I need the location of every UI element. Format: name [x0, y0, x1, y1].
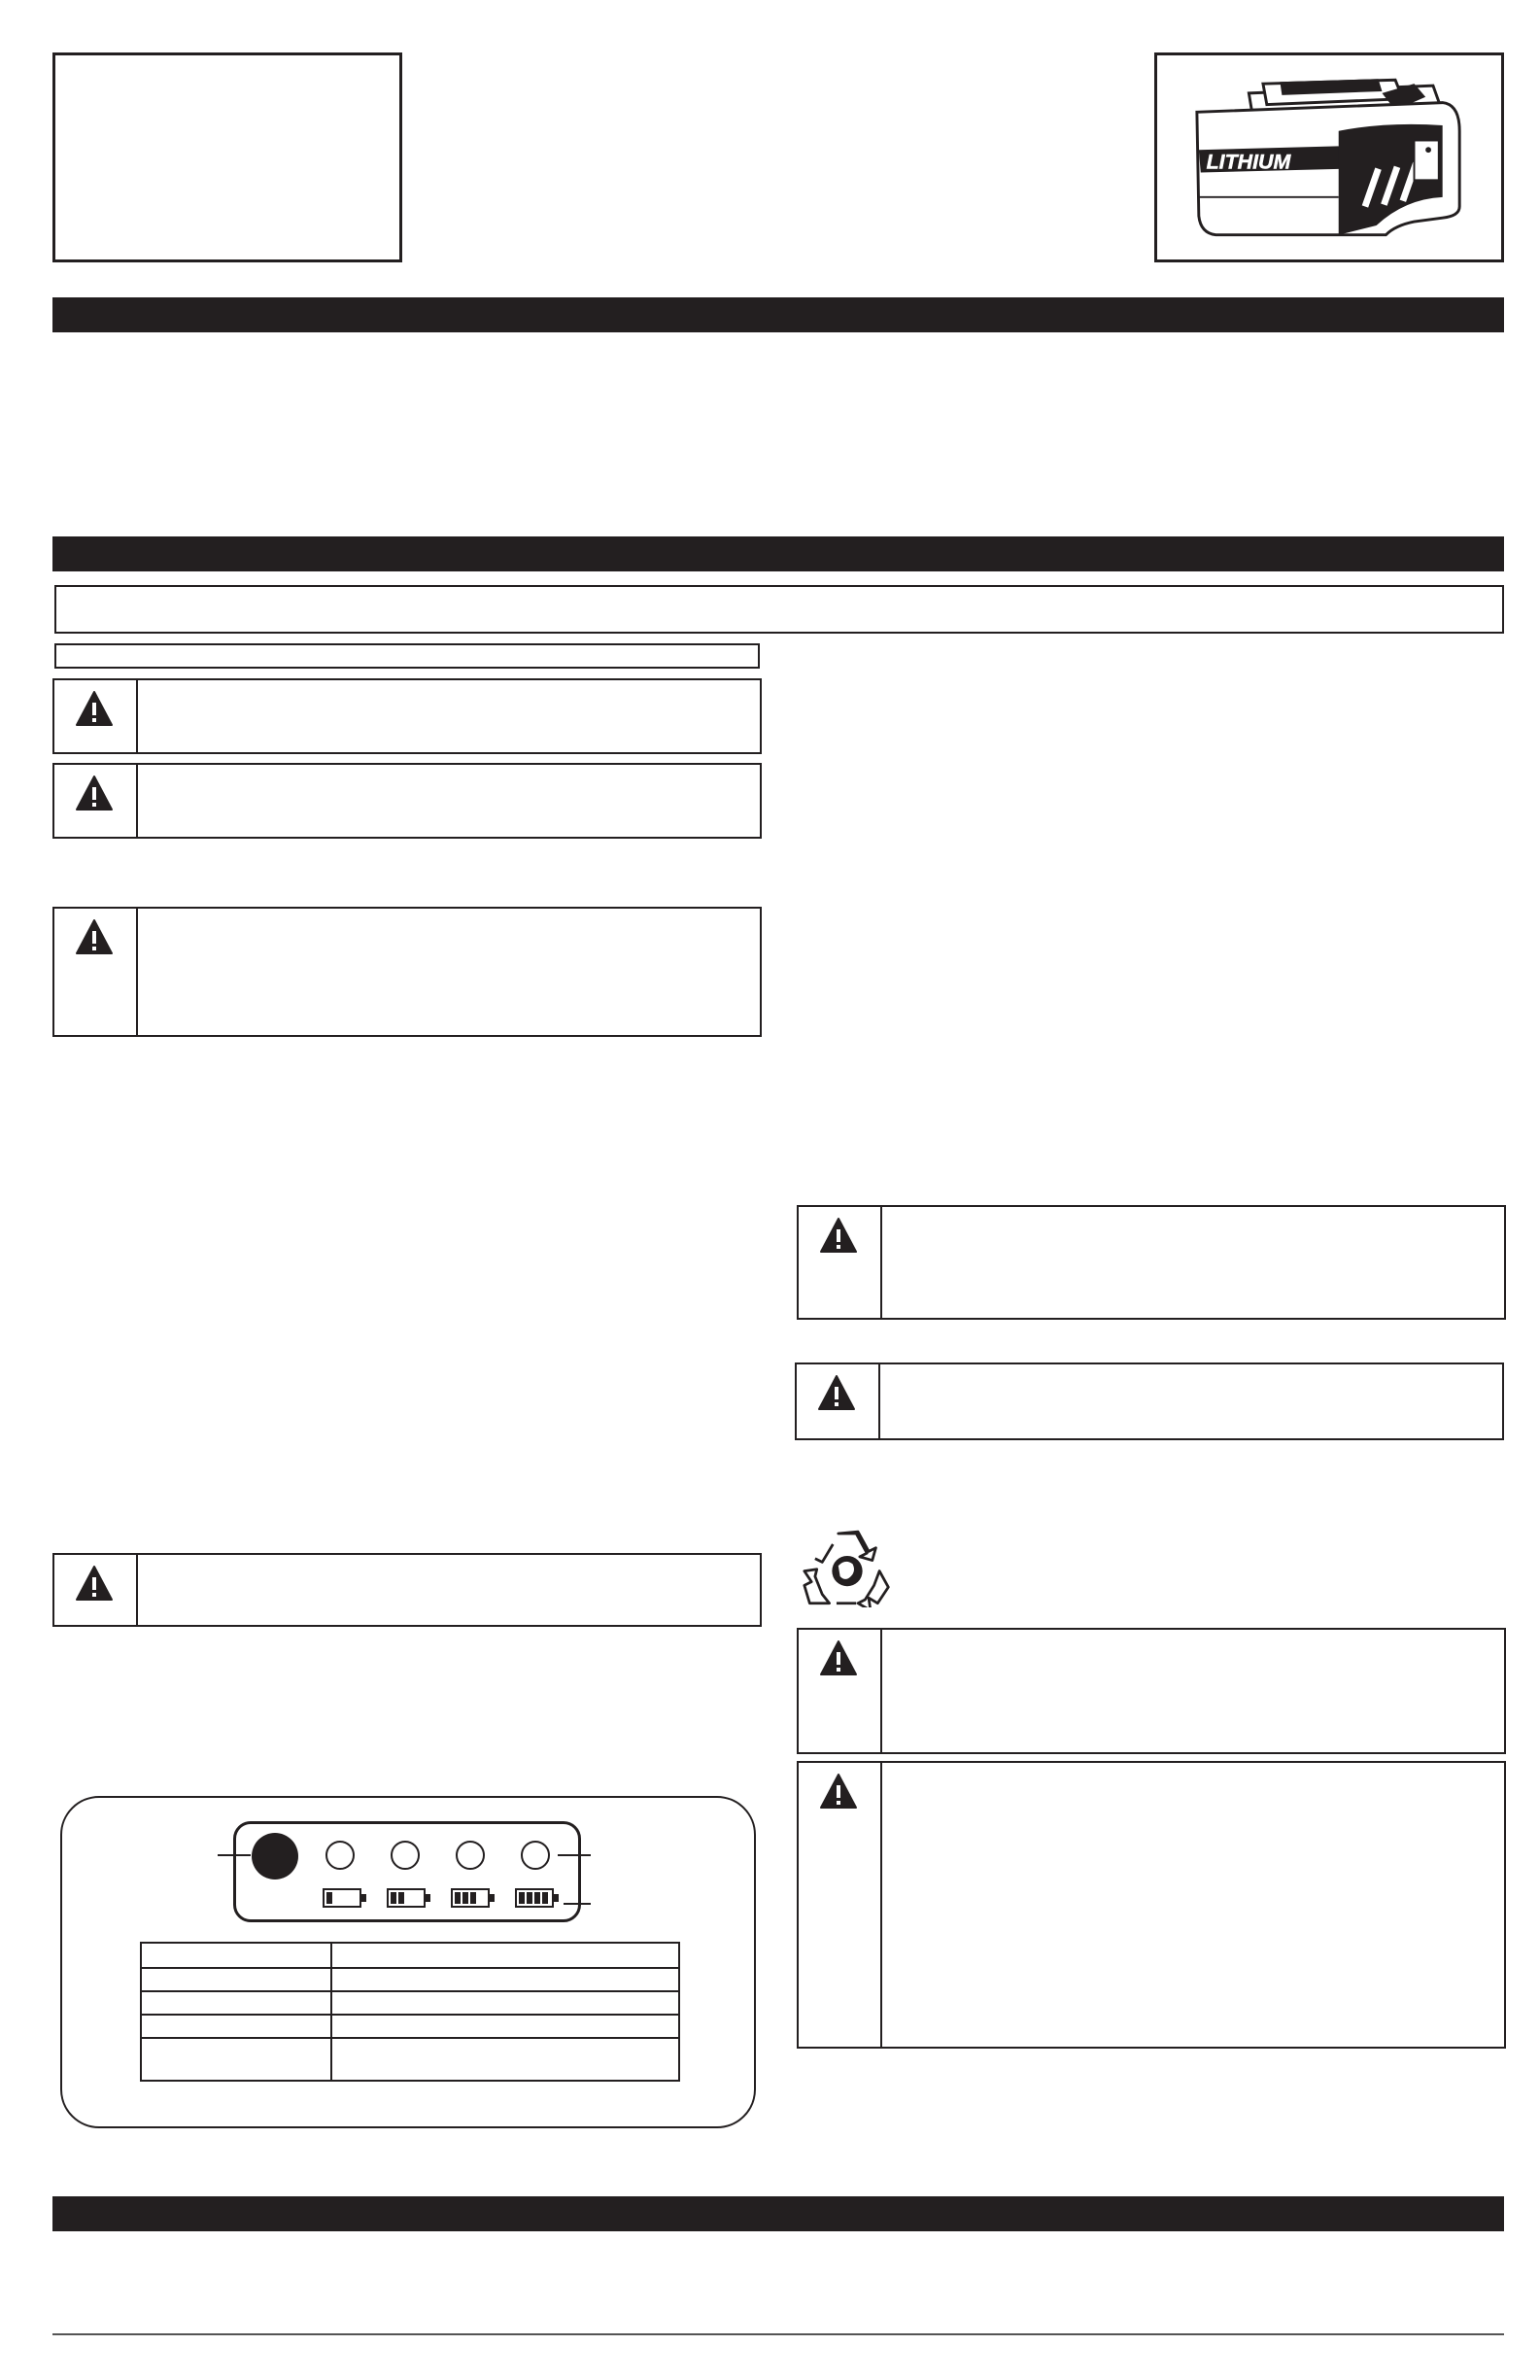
warning-box	[797, 1761, 1506, 2049]
table-row	[141, 1991, 679, 2015]
warning-box	[52, 907, 762, 1037]
warning-triangle-icon	[75, 775, 114, 811]
table-row	[141, 1943, 679, 1968]
warning-icon-cell	[797, 1364, 880, 1438]
warning-icon-cell	[54, 680, 138, 752]
warning-icon-cell	[799, 1630, 882, 1752]
warning-box	[52, 1553, 762, 1627]
battery-pack-illustration	[1157, 55, 1501, 259]
subsection-heading-box	[54, 643, 760, 669]
battery-level-icon	[515, 1887, 560, 1909]
callout-line	[564, 1903, 591, 1905]
gauge-test-button	[252, 1833, 298, 1880]
warning-icon-cell	[54, 1555, 138, 1625]
warning-box	[52, 678, 762, 754]
battery-level-icon	[451, 1887, 496, 1909]
lithium-label: LITHIUM	[1206, 150, 1291, 174]
warning-box	[795, 1362, 1504, 1440]
gauge-led	[456, 1841, 485, 1870]
section-header-bar-3	[52, 2196, 1504, 2231]
warning-icon-cell	[54, 765, 138, 837]
callout-line	[218, 1854, 251, 1856]
warning-triangle-icon	[819, 1773, 858, 1810]
table-row	[141, 2038, 679, 2081]
warning-box	[52, 763, 762, 839]
warning-box	[797, 1628, 1506, 1754]
callout-line	[558, 1854, 591, 1856]
gauge-led	[521, 1841, 550, 1870]
warning-triangle-icon	[75, 690, 114, 727]
gauge-led	[391, 1841, 420, 1870]
recycle-icon	[803, 1526, 892, 1607]
warning-triangle-icon	[75, 918, 114, 955]
model-label-box	[52, 52, 402, 262]
footer-rule	[52, 2333, 1504, 2335]
table-row	[141, 2015, 679, 2038]
section-header-bar-2	[52, 536, 1504, 571]
gauge-level-table	[140, 1942, 680, 2082]
warning-triangle-icon	[817, 1374, 856, 1411]
battery-level-icon	[387, 1887, 431, 1909]
fuel-gauge-diagram	[60, 1796, 756, 2128]
warning-icon-cell	[799, 1763, 882, 2047]
notice-box	[54, 585, 1504, 634]
product-image-box	[1154, 52, 1504, 262]
gauge-led	[325, 1841, 355, 1870]
table-row	[141, 1968, 679, 1991]
warning-box	[797, 1205, 1506, 1320]
warning-triangle-icon	[819, 1217, 858, 1254]
warning-triangle-icon	[75, 1565, 114, 1602]
warning-triangle-icon	[819, 1639, 858, 1676]
section-header-bar-1	[52, 297, 1504, 332]
warning-icon-cell	[799, 1207, 882, 1318]
warning-icon-cell	[54, 909, 138, 1035]
battery-level-icon	[323, 1887, 367, 1909]
